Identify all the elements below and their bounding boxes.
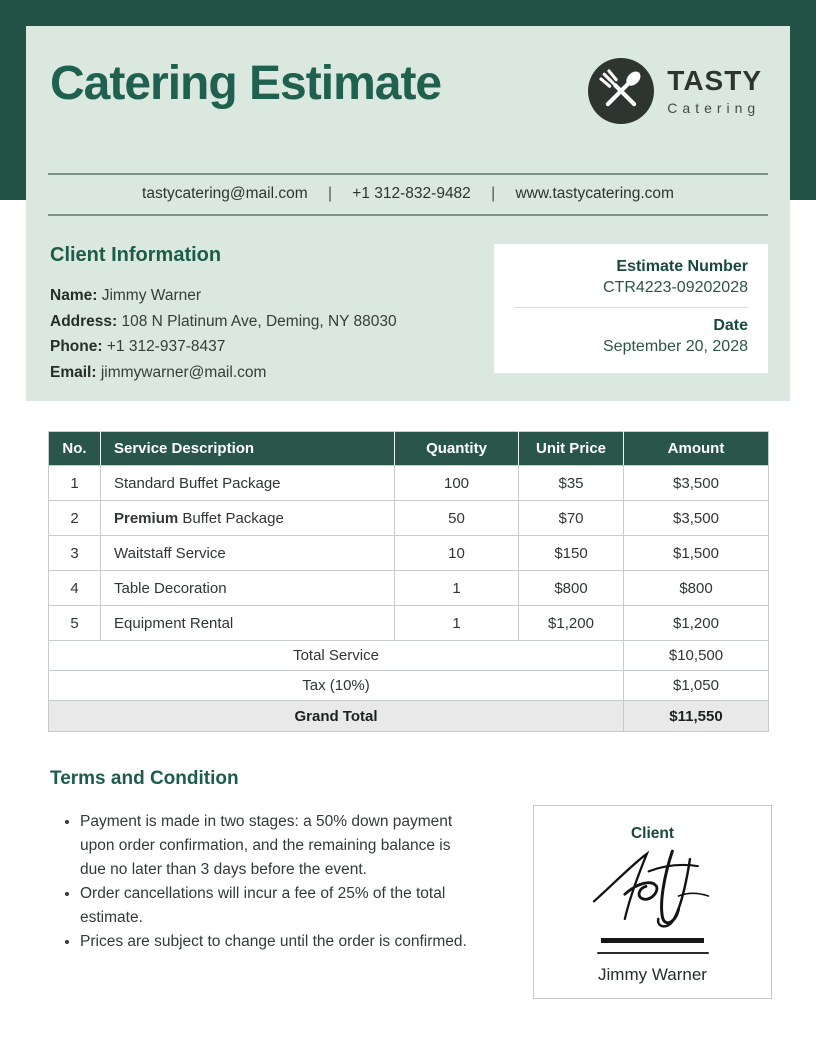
table-row (49, 501, 769, 536)
field-value: +1 312-937-8437 (106, 338, 226, 355)
signature-icon (587, 845, 719, 933)
cell-no: 3 (49, 536, 101, 571)
client-info-heading: Client Information (50, 244, 222, 266)
column-header: No. (49, 432, 101, 466)
cell-unit-price: $150 (519, 536, 624, 571)
summary-row (49, 671, 769, 701)
client-field (50, 283, 470, 309)
client-field (50, 360, 470, 386)
column-header: Unit Price (519, 432, 624, 466)
field-label: Name: (50, 287, 98, 304)
description-text: Waitstaff Service (114, 544, 226, 562)
cell-no: 5 (49, 606, 101, 641)
cell-unit-price: $800 (519, 571, 624, 606)
summary-value: $1,050 (624, 671, 769, 701)
cell-description (101, 466, 395, 501)
estimate-number-label: Estimate Number (616, 258, 748, 275)
cell-amount: $3,500 (624, 501, 769, 536)
description-text: Table Decoration (114, 579, 227, 597)
table-row (49, 606, 769, 641)
field-value: Jimmy Warner (101, 287, 202, 304)
contact-separator: | (491, 185, 496, 202)
meta-divider (514, 307, 748, 308)
summary-label: Tax (10%) (49, 671, 624, 701)
cell-amount: $1,500 (624, 536, 769, 571)
fork-and-spoon-icon (588, 58, 654, 124)
signature-underline (597, 952, 709, 954)
summary-value: $10,500 (624, 641, 769, 671)
cell-no: 2 (49, 501, 101, 536)
terms-section (50, 768, 470, 954)
column-header: Quantity (395, 432, 519, 466)
table-row (49, 571, 769, 606)
services-section (48, 431, 769, 732)
cell-description (101, 606, 395, 641)
header-card (26, 26, 790, 401)
description-text: Standard Buffet Package (114, 474, 281, 492)
terms-list (50, 810, 470, 954)
signatory-name: Jimmy Warner (598, 965, 707, 984)
cell-unit-price: $70 (519, 501, 624, 536)
column-header: Service Description (101, 432, 395, 466)
page-title: Catering Estimate (50, 57, 442, 110)
cell-amount: $1,200 (624, 606, 769, 641)
field-label: Address: (50, 312, 118, 330)
logo-tagline: Catering (667, 99, 761, 116)
summary-label: Total Service (49, 641, 624, 671)
terms-item: • Payment is made in two stages: a 50% down payment upon order confirmation, and the remaining balance is due no later than 3 days before the event. (80, 810, 470, 882)
table-row (49, 536, 769, 571)
cell-quantity: 1 (395, 571, 519, 606)
client-signature-box (533, 805, 772, 999)
client-fields (50, 283, 470, 385)
summary-value: $11,550 (624, 701, 769, 732)
cell-description (101, 501, 395, 536)
estimate-number-value: CTR4223-09202028 (603, 279, 748, 296)
cell-amount: $800 (624, 571, 769, 606)
summary-label: Grand Total (49, 701, 624, 732)
terms-heading: Terms and Condition (50, 768, 239, 789)
cell-quantity: 10 (395, 536, 519, 571)
signature-heading: Client (630, 825, 675, 842)
cell-quantity: 100 (395, 466, 519, 501)
contact-website: www.tastycatering.com (515, 185, 674, 202)
description-strong: Premium (114, 509, 179, 527)
contact-email: tastycatering@mail.com (142, 185, 308, 202)
header-row (49, 432, 769, 466)
cell-description (101, 571, 395, 606)
cell-quantity: 1 (395, 606, 519, 641)
cell-no: 4 (49, 571, 101, 606)
date-label: Date (713, 317, 748, 334)
description-text: Equipment Rental (114, 614, 234, 632)
cell-unit-price: $35 (519, 466, 624, 501)
services-table-header (49, 432, 769, 466)
services-table (48, 431, 769, 732)
services-table-body (49, 466, 769, 732)
contact-phone: +1 312-832-9482 (352, 185, 471, 202)
logo-wordmark (667, 66, 762, 116)
logo-name: TASTY (667, 65, 762, 97)
column-header: Amount (624, 432, 769, 466)
description-text: Buffet Package (178, 509, 284, 527)
estimate-meta-box (494, 244, 768, 373)
cell-description (101, 536, 395, 571)
cell-unit-price: $1,200 (519, 606, 624, 641)
contact-separator: | (327, 185, 332, 202)
company-logo (588, 58, 762, 124)
field-value: 108 N Platinum Ave, Deming, NY 88030 (121, 312, 397, 330)
field-value: jimmywarner@mail.com (100, 363, 267, 381)
contact-bar (48, 173, 768, 216)
summary-row (49, 641, 769, 671)
grand-total-row (49, 701, 769, 732)
table-row (49, 466, 769, 501)
signature-line (601, 938, 704, 943)
cell-no: 1 (49, 466, 101, 501)
terms-item: • Prices are subject to change until the order is confirmed. (80, 930, 470, 954)
field-label: Email: (50, 363, 97, 381)
client-field (50, 309, 470, 335)
field-label: Phone: (50, 338, 103, 355)
terms-item: • Order cancellations will incur a fee of 25% of the total estimate. (80, 882, 470, 930)
cell-amount: $3,500 (624, 466, 769, 501)
client-info-section (50, 244, 470, 385)
date-value: September 20, 2028 (603, 338, 748, 355)
cell-quantity: 50 (395, 501, 519, 536)
client-field (50, 334, 470, 360)
